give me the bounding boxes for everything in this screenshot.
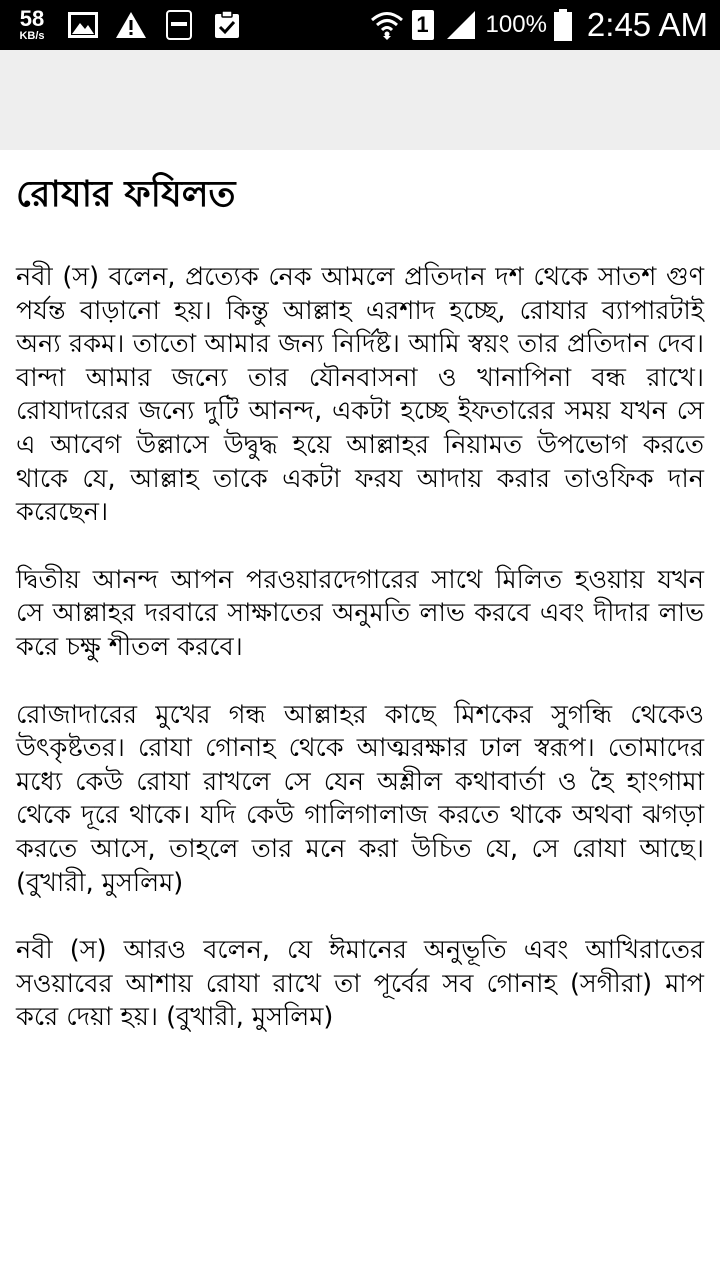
article-paragraph: দ্বিতীয় আনন্দ আপন পরওয়ারদেগারের সাথে মিলিত হওয়ায় যখন সে আল্লাহর দরবারে সাক্ষাতের অনুমতি লাভ করবে এবং দীদার লাভ করে চক্ষু শীতল করবে। xyxy=(16,564,704,662)
network-speed-value: 58 xyxy=(19,6,45,31)
network-speed-unit: KB/s xyxy=(19,30,45,42)
battery-percent: 100% xyxy=(485,11,547,38)
battery-icon xyxy=(553,8,573,42)
article-paragraph: নবী (স) আরও বলেন, যে ঈমানের অনুভূতি এবং আখিরাতের সওয়াবের আশায় রোযা রাখে তা পূর্বের সব গোনাহ (সগীরা) মাপ করে দেয়া হয়। (বুখারী, মুসলিম) xyxy=(16,935,704,1033)
sim-slot-indicator: 1 xyxy=(412,10,434,40)
article-title: রোযার ফযিলত xyxy=(16,174,236,215)
warning-icon xyxy=(114,8,148,42)
app-bar xyxy=(0,50,720,150)
article-content xyxy=(16,165,704,1069)
clipboard-check-icon xyxy=(210,8,244,42)
status-bar xyxy=(0,0,720,50)
article-paragraph: রোজাদারের মুখের গন্ধ আল্লাহর কাছে মিশকের সুগন্ধি থেকেও উৎকৃষ্টতর। রোযা গোনাহ থেকে আত্মরক্ষার ঢাল স্বরূপ। তোমাদের মধ্যে কেউ রোযা রাখলে সে যেন অশ্লীল কথাবার্তা ও হৈ হাংগামা থেকে দূরে থাকে। যদি কেউ গালিগালাজ করতে থাকে অথবা ঝগড়া করতে আসে, তাহলে তার মনে করা উচিত যে, সে রোযা আছে। (বুখারী, মুসলিম) xyxy=(16,699,704,898)
galaxy-app-icon xyxy=(162,8,196,42)
gallery-icon xyxy=(66,8,100,42)
wifi-icon xyxy=(370,8,404,42)
status-clock: 2:45 AM xyxy=(586,6,708,43)
network-speed-indicator xyxy=(14,8,50,42)
article-paragraph: নবী (স) বলেন, প্রত্যেক নেক আমলে প্রতিদান দশ থেকে সাতশ গুণ পর্যন্ত বাড়ানো হয়। কিন্তু আল্লাহ এরশাদ হচ্ছে, রোযার ব্যাপারটাই অন্য রকম। তাতো আমার জন্য নির্দিষ্ট। আমি স্বয়ং তার প্রতিদান দেব। বান্দা আমার জন্যে তার যৌনবাসনা ও খানাপিনা বন্ধ রাখে। রোযাদারের জন্যে দুটি আনন্দ, একটা হচ্ছে ইফতারের সময় যখন সে এ আবেগ উল্লাসে উদ্বুদ্ধ হয়ে আল্লাহর নিয়ামত উপভোগ করতে থাকে যে, আল্লাহ তাকে একটা ফরয আদায় করার তাওফিক দান করেছেন। xyxy=(16,262,704,528)
signal-icon xyxy=(444,8,478,42)
